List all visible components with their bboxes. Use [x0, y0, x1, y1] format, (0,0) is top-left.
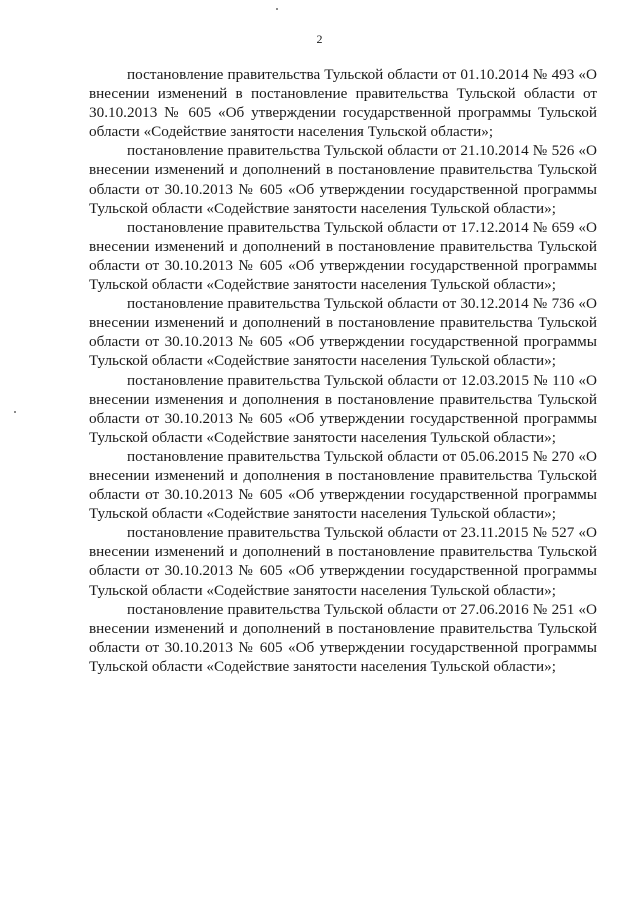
scan-speck	[276, 8, 278, 10]
paragraph: постановление правительства Тульской области от 05.06.2015 № 270 «О внесении изменений и дополнения в постановление правительства Тульской области от 30.10.2013 № 605 «Об утверждении государственной программы Тульской области «Содействие занятости населения Тульской области»;	[89, 447, 597, 523]
paragraph: постановление правительства Тульской области от 23.11.2015 № 527 «О внесении изменений и дополнений в постановление правительства Тульской области от 30.10.2013 № 605 «Об утверждении государственной программы Тульской области «Содействие занятости населения Тульской области»;	[89, 524, 597, 599]
paragraph: постановление правительства Тульской области от 30.12.2014 № 736 «О внесении изменений и дополнений в постановление правительства Тульской области от 30.10.2013 № 605 «Об утверждении государственной программы Тульской области «Содействие занятости населения Тульской области»;	[89, 295, 597, 370]
paragraph: постановление правительства Тульской области от 12.03.2015 № 110 «О внесении изменения и дополнения в постановление правительства Тульской области от 30.10.2013 № 605 «Об утверждении государственной программы Тульской области «Содействие занятости населения Тульской области»;	[89, 371, 597, 446]
paragraph: постановление правительства Тульской области от 01.10.2014 № 493 «О внесении изменений в постановление правительства Тульской области от 30.10.2013 № 605 «Об утверждении государственной программы Тульской области «Содействие занятости населения Тульской области»;	[89, 66, 597, 141]
paragraph: постановление правительства Тульской области от 21.10.2014 № 526 «О внесении изменений и дополнений в постановление правительства Тульской области от 30.10.2013 № 605 «Об утверждении государственной программы Тульской области «Содействие занятости населения Тульской области»;	[89, 142, 597, 217]
paragraph: постановление правительства Тульской области от 17.12.2014 № 659 «О внесении изменений и дополнений в постановление правительства Тульской области от 30.10.2013 № 605 «Об утверждении государственной программы Тульской области «Содействие занятости населения Тульской области»;	[89, 218, 597, 294]
page-number: 2	[316, 32, 323, 46]
paragraph: постановление правительства Тульской области от 27.06.2016 № 251 «О внесении изменений и дополнений в постановление правительства Тульской области от 30.10.2013 № 605 «Об утверждении государственной программы Тульской области «Содействие занятости населения Тульской области»;	[89, 600, 597, 675]
scan-speck	[14, 411, 16, 413]
document-body	[89, 65, 597, 676]
